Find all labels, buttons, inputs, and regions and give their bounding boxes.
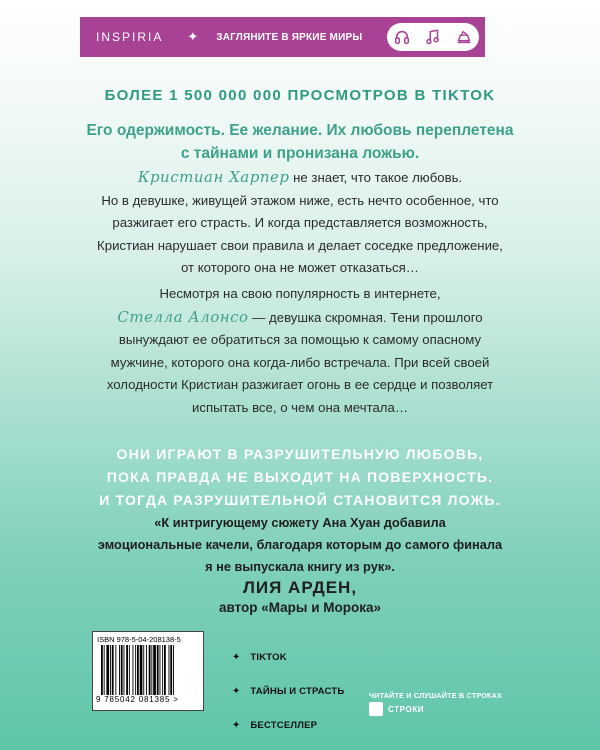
barcode-bar bbox=[146, 645, 147, 695]
barcode-bars bbox=[101, 645, 195, 695]
feature-list bbox=[232, 640, 344, 742]
barcode-bar bbox=[135, 645, 136, 695]
publisher-banner bbox=[80, 17, 485, 57]
barcode-bar bbox=[173, 645, 174, 695]
stroki-promo-text: ЧИТАЙТЕ И СЛУШАЙТЕ В СТРОКАХ bbox=[369, 691, 502, 700]
quote-line: я не выпускала книгу из рук». bbox=[205, 559, 395, 574]
barcode-bar bbox=[121, 645, 123, 695]
slogan-line: И ТОГДА РАЗРУШИТЕЛЬНОЙ СТАНОВИТСЯ ЛОЖЬ. bbox=[99, 492, 501, 508]
headphones-icon bbox=[393, 28, 411, 46]
quote-line: «К интригующему сюжету Ана Хуан добавила bbox=[154, 515, 446, 530]
barcode-bar bbox=[170, 645, 172, 695]
barcode-bar bbox=[153, 645, 156, 695]
views-headline: БОЛЕЕ 1 500 000 000 ПРОСМОТРОВ В TIKTOK bbox=[104, 87, 496, 104]
quote-author bbox=[60, 578, 540, 618]
barcode-bar bbox=[162, 645, 163, 695]
barcode-bar bbox=[124, 645, 125, 695]
feature-label: ТАЙНЫ И СТРАСТЬ bbox=[250, 685, 345, 697]
slogan-line: ОНИ ИГРАЮТ В РАЗРУШИТЕЛЬНУЮ ЛЮБОВЬ, bbox=[116, 446, 484, 462]
review-quote bbox=[60, 512, 540, 578]
synopsis-paragraph-2 bbox=[60, 283, 540, 419]
synopsis-line: мужчине, которого она когда-либо встречала. При всей своей bbox=[110, 354, 490, 370]
barcode-bar bbox=[133, 645, 134, 695]
list-item bbox=[232, 708, 344, 742]
barcode bbox=[92, 631, 204, 711]
banner-tagline: ЗАГЛЯНИТЕ В ЯРКИЕ МИРЫ bbox=[216, 31, 363, 43]
barcode-bar bbox=[104, 645, 105, 695]
heroine-name: Стелла Алонсо bbox=[117, 307, 249, 326]
barcode-bar bbox=[160, 645, 161, 695]
list-item bbox=[232, 640, 344, 674]
feature-label: TIKTOK bbox=[250, 651, 287, 663]
barcode-bar bbox=[119, 645, 120, 695]
sparkle-icon: ✦ bbox=[232, 685, 241, 697]
synopsis-line: Кристиан нарушает свои правила и делает соседке предложение, bbox=[97, 237, 503, 253]
barcode-bar bbox=[101, 645, 103, 695]
synopsis-text: не знает, что такое любовь. bbox=[289, 170, 463, 185]
barcode-digits: 9 785042 081385 > bbox=[96, 695, 179, 704]
hero-name: Кристиан Харпер bbox=[137, 168, 290, 186]
barcode-bar bbox=[129, 645, 130, 695]
barcode-bar bbox=[164, 645, 166, 695]
feature-label: БЕСТСЕЛЛЕР bbox=[250, 719, 318, 731]
banner-icon-group bbox=[387, 23, 479, 51]
sparkle-icon: ✦ bbox=[232, 651, 241, 663]
synopsis-line: Но в девушке, живущей этажом ниже, есть нечто особенное, что bbox=[101, 192, 499, 208]
synopsis-text: — девушка скромная. Тени прошлого bbox=[248, 309, 483, 325]
barcode-bar bbox=[137, 645, 139, 695]
barcode-bar bbox=[140, 645, 143, 695]
isbn-text: ISBN 978-5-04-208138-5 bbox=[97, 635, 181, 644]
dessert-icon bbox=[455, 28, 473, 46]
quote-line: эмоциональные качели, благодаря которым до самого финала bbox=[97, 537, 503, 552]
barcode-bar bbox=[151, 645, 152, 695]
lead-line: Его одержимость. Ее желание. Их любовь переплетена bbox=[86, 122, 514, 139]
barcode-bar bbox=[157, 645, 159, 695]
barcode-bar bbox=[169, 645, 170, 695]
barcode-bar bbox=[110, 645, 111, 695]
barcode-bar bbox=[126, 645, 128, 695]
lead-line: с тайнами и пронизана ложью. bbox=[180, 145, 420, 162]
publisher-brand: INSPIRIA bbox=[96, 30, 164, 44]
barcode-bar bbox=[115, 645, 116, 695]
synopsis-line: от которого она не может отказаться… bbox=[181, 260, 419, 275]
synopsis-line: испытать все, о чем она мечтала… bbox=[191, 399, 409, 415]
synopsis-line: вынуждают ее обратиться за помощью к самому опасному bbox=[118, 332, 482, 347]
synopsis-line: разжигает его страсть. И когда представляется возможность, bbox=[112, 215, 488, 230]
stroki-logo bbox=[369, 702, 424, 716]
author-role: автор «Мары и Морока» bbox=[218, 600, 382, 615]
synopsis-line: Несмотря на свою популярность в интернете, bbox=[159, 286, 441, 301]
sparkle-icon: ✦ bbox=[187, 29, 199, 44]
barcode-bar bbox=[112, 645, 114, 695]
list-item bbox=[232, 674, 344, 708]
stroki-icon bbox=[369, 702, 383, 716]
barcode-bar bbox=[106, 645, 109, 695]
synopsis-line: холодности Кристиан разжигает огонь в ее сердце и позволяет bbox=[106, 377, 494, 392]
music-note-icon bbox=[424, 28, 442, 46]
barcode-bar bbox=[143, 645, 144, 695]
slogan bbox=[40, 443, 560, 512]
synopsis-paragraph-1 bbox=[60, 166, 540, 280]
synopsis-line bbox=[60, 306, 540, 330]
slogan-line: ПОКА ПРАВДА НЕ ВЫХОДИТ НА ПОВЕРХНОСТЬ. bbox=[106, 469, 494, 485]
lead-text bbox=[60, 119, 540, 165]
sparkle-icon: ✦ bbox=[232, 719, 241, 731]
barcode-bar bbox=[149, 645, 151, 695]
synopsis-line bbox=[60, 166, 540, 190]
stroki-label: СТРОКИ bbox=[388, 704, 425, 714]
author-name: ЛИЯ АРДЕН, bbox=[242, 578, 358, 597]
